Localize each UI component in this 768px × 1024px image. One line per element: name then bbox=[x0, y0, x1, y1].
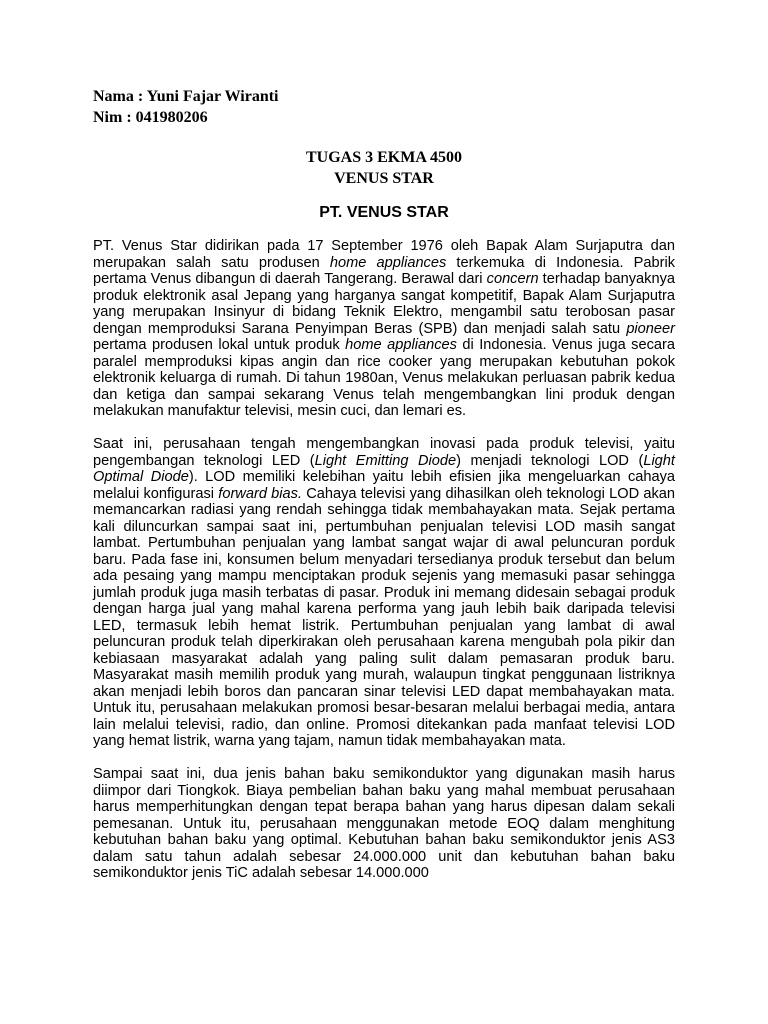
paragraph-text: Cahaya televisi yang dihasilkan oleh teknologi LOD akan memancarkan radiasi yang rendah sehingga tidak membahayakan mata. Sejak pertama kali diluncurkan sampai saat ini, pertumbuhan penjualan televisi LOD masih sangat lambat. Pertumbuhan penjualan yang lambat sangat wajar di awal peluncuran porduk baru. Pada fase ini, konsumen belum menyadari tersedianya produk tersebut dan belum ada pesaing yang mampu menciptakan produk sejenis yang memasuki pasar sehingga jumlah produk juga masih terbatas di pasar. Produk ini memang didesain sebagai produk dengan harga jual yang mahal karena performa yang jauh lebih baik daripada televisi LED, termasuk lebih hemat listrik. Pertumbuhan penjualan yang lambat di awal peluncuran produk telah diperkirakan oleh perusahaan karena mengubah pola pikir dan kebiasaan masyarakat adalah yang paling sulit dalam pemasaran produk baru. Masyarakat masih memilih produk yang murah, walaupun tingkat penggunaan listriknya akan menjadi lebih boros dan pancaran sinar televisi LED dapat membahayakan mata. Untuk itu, perusahaan melakukan promosi besar-besaran melalui berbagai media, antara lain melalui televisi, radio, dan online. Promosi ditekankan pada manfaat televisi LOD yang hemat listrik, warna yang tajam, namun tidak membahayakan mata. bbox=[93, 485, 676, 749]
paragraph-text: pertama produsen lokal untuk produk bbox=[93, 337, 346, 353]
paragraph-text: terhadap banyaknya produk elektronik asal Jepang yang harganya sangat kompetitif, Bapak Alam Surjaputra yang merupakan Insinyur di bidang Teknik Elektro, mengambil satu terobosan pasar dengan memproduksi Sarana Penyimpan Beras (SPB) dan menjadi salah satu bbox=[93, 271, 675, 337]
paragraph-text: ) menjadi teknologi LOD ( bbox=[456, 452, 644, 469]
italic-term: Light Optimal Diode bbox=[93, 452, 675, 485]
paragraph-text: Sampai saat ini, dua jenis bahan baku semikonduktor yang digunakan masih harus diimpor dari Tiongkok. Biaya pembelian bahan baku yang mahal membuat perusahaan harus memperhitungkan dengan tepat berapa bahan yang harus dipesan dalam sekali pemesanan. Untuk itu, perusahaan menggunakan metode EOQ dalam menghitung kebutuhan bahan baku yang optimal. Kebutuhan bahan baku semikonduktor jenis AS3 dalam satu tahun adalah sebesar 24.000.000 unit dan kebutuhan bahan baku semikonduktor jenis TiC adalah sebesar 14.000.000 bbox=[93, 766, 675, 881]
paragraph-1 bbox=[93, 238, 675, 420]
paragraph-text: PT. Venus Star didirikan pada 17 September 1976 oleh Bapak Alam Surjaputra dan merupakan salah satu produsen bbox=[93, 238, 675, 271]
document-body bbox=[93, 238, 675, 882]
paragraph-text: Saat ini, perusahaan tengah mengembangkan inovasi pada produk televisi, yaitu pengembangan teknologi LED ( bbox=[93, 436, 675, 469]
section-heading: PT. VENUS STAR bbox=[319, 204, 449, 221]
course-subject: VENUS STAR bbox=[334, 170, 434, 187]
paragraph-text: ). LOD memiliki kelebihan yaitu lebih efisien jika mengeluarkan cahaya melalui konfigurasi bbox=[93, 469, 675, 502]
student-nim: Nim : 041980206 bbox=[93, 109, 208, 126]
italic-term: pioneer bbox=[626, 320, 675, 337]
italic-term: home appliances bbox=[329, 254, 447, 271]
paragraph-text: terkemuka di Indonesia. Pabrik pertama Venus dibangun di daerah Tangerang. Berawal dari bbox=[93, 254, 675, 287]
italic-term: Light Emitting Diode bbox=[314, 452, 457, 469]
course-title bbox=[0, 147, 768, 189]
italic-term: home appliances bbox=[345, 337, 457, 353]
italic-term: forward bias. bbox=[218, 485, 303, 502]
italic-term: concern bbox=[486, 271, 539, 287]
course-code: TUGAS 3 EKMA 4500 bbox=[305, 149, 462, 166]
student-name: Nama : Yuni Fajar Wiranti bbox=[93, 88, 279, 105]
paragraph-3 bbox=[93, 766, 675, 882]
student-info bbox=[93, 86, 279, 128]
paragraph-text: di Indonesia. Venus juga secara paralel memproduksi kipas angin dan rice cooker yang merupakan kebutuhan pokok elektronik keluarga di rumah. Di tahun 1980an, Venus melakukan perluasan pabrik kedua dan ketiga dan sampai sekarang Venus telah mengembangkan lini produk dengan melakukan manufaktur televisi, mesin cuci, dan lemari es. bbox=[93, 337, 675, 419]
paragraph-2 bbox=[93, 436, 675, 750]
